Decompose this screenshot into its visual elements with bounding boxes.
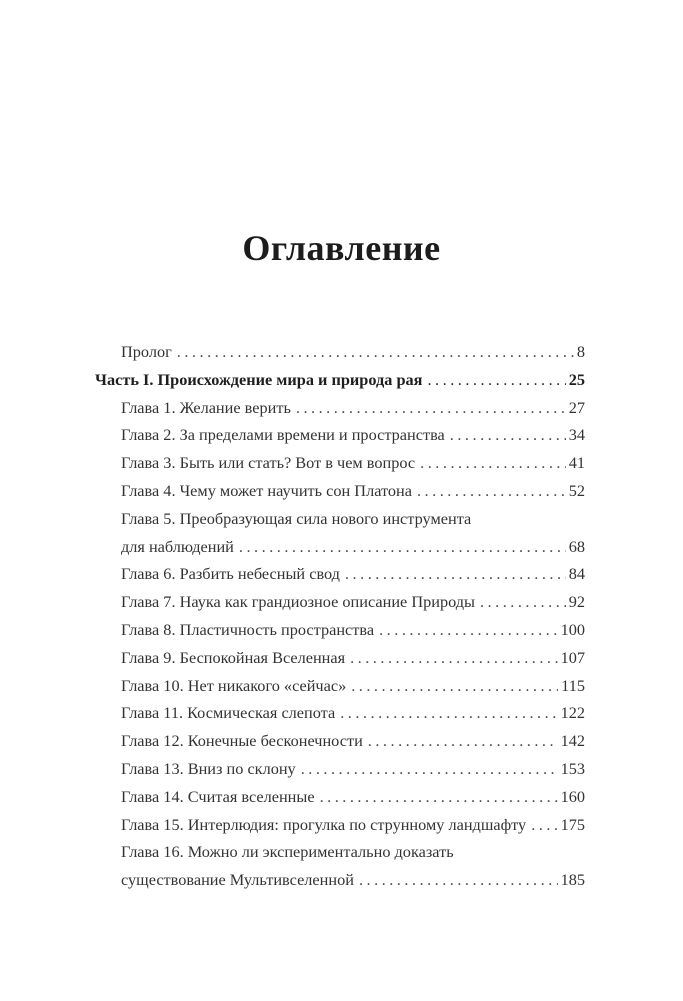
toc-list xyxy=(95,338,585,894)
toc-entry-main-line xyxy=(121,783,585,811)
toc-page-number: 8 xyxy=(576,342,585,361)
toc-entry-label: Глава 14. Считая вселенные xyxy=(121,786,315,806)
toc-entry-main-line xyxy=(121,560,585,588)
toc-entry-label: Глава 11. Космическая слепота xyxy=(121,703,336,723)
toc-entry-label: Глава 2. За пределами времени и пространства xyxy=(121,425,445,445)
dot-leader xyxy=(417,477,566,505)
page-title: Оглавление xyxy=(242,228,441,268)
toc-entry xyxy=(95,560,585,588)
toc-page-number: 34 xyxy=(568,425,585,445)
toc-entry xyxy=(95,838,585,894)
toc-entry-label: Глава 9. Беспокойная Вселенная xyxy=(121,647,346,667)
toc-entry xyxy=(95,421,585,449)
toc-entry-label: Глава 3. Быть или стать? Вот в чем вопрос xyxy=(121,453,416,473)
toc-entry xyxy=(95,505,585,561)
toc-entry xyxy=(95,477,585,505)
toc-entry-label: Глава 12. Конечные бесконечности xyxy=(121,731,363,751)
toc-page-number: 115 xyxy=(561,675,585,695)
dot-leader xyxy=(340,699,557,727)
toc-page-number: 185 xyxy=(560,870,585,890)
toc-entry-label: Глава 16. Можно ли экспериментально доказать xyxy=(121,842,454,862)
dot-leader xyxy=(379,616,557,644)
toc-page-number: 41 xyxy=(568,453,585,473)
toc-page-number: 92 xyxy=(568,592,585,612)
toc-entry-label: существование Мультивселенной xyxy=(121,870,354,890)
toc-entry xyxy=(95,727,585,755)
toc-entry xyxy=(95,366,585,394)
toc-entry-label: Глава 7. Наука как грандиозное описание Природы xyxy=(121,592,475,612)
toc-entry-main-line xyxy=(121,811,585,839)
toc-page-number: 100 xyxy=(560,619,585,639)
toc-entry-label: Глава 4. Чему может научить сон Платона xyxy=(121,480,412,500)
toc-entry-main-line xyxy=(121,755,585,783)
toc-entry-main-line xyxy=(95,366,585,394)
toc-entry-main-line xyxy=(121,866,585,894)
toc-page-number: 160 xyxy=(560,786,585,806)
toc-entry xyxy=(95,811,585,839)
toc-entry xyxy=(95,616,585,644)
toc-entry-main-line xyxy=(121,477,585,505)
dot-leader xyxy=(427,366,565,394)
toc-page-number: 84 xyxy=(568,564,585,584)
toc-entry-label: для наблюдений xyxy=(121,536,234,556)
toc-page-number: 25 xyxy=(568,369,585,389)
toc-entry-main-line xyxy=(121,616,585,644)
toc-entry-label: Глава 6. Разбить небесный свод xyxy=(121,564,340,584)
toc-entry-main-line xyxy=(121,588,585,616)
dot-leader xyxy=(345,560,566,588)
toc-entry-main-line xyxy=(121,644,585,672)
toc-page-number: 107 xyxy=(560,647,585,667)
toc-entry xyxy=(95,672,585,700)
dot-leader xyxy=(531,811,557,839)
toc-entry xyxy=(95,338,585,366)
toc-entry-main-line xyxy=(121,338,585,366)
toc-page-number: 153 xyxy=(560,758,585,778)
toc-entry-label: Глава 5. Преобразующая сила нового инструмента xyxy=(121,508,472,528)
dot-leader xyxy=(420,449,566,477)
toc-entry-main-line xyxy=(121,533,585,561)
toc-entry xyxy=(95,699,585,727)
toc-entry-label: Глава 8. Пластичность пространства xyxy=(121,619,375,639)
toc-entry-label: Глава 1. Желание верить xyxy=(121,397,291,417)
toc-entry xyxy=(95,644,585,672)
toc-entry-main-line xyxy=(121,672,585,700)
toc-page-number: 122 xyxy=(560,703,585,723)
dot-leader xyxy=(239,533,566,561)
toc-entry xyxy=(95,783,585,811)
toc-entry xyxy=(95,394,585,422)
toc-page-number: 27 xyxy=(568,397,585,417)
dot-leader xyxy=(296,394,566,422)
toc-entry-label: Пролог xyxy=(121,342,172,361)
dot-leader xyxy=(480,588,566,616)
toc-entry-wrap-line xyxy=(121,838,585,866)
dot-leader xyxy=(301,755,558,783)
toc-entry-label: Часть I. Происхождение мира и природа рая xyxy=(95,369,423,389)
dot-leader xyxy=(320,783,558,811)
toc-entry-main-line xyxy=(121,421,585,449)
toc-page-number: 175 xyxy=(560,814,585,834)
toc-entry-main-line xyxy=(121,699,585,727)
toc-entry xyxy=(95,588,585,616)
toc-entry-label: Глава 10. Нет никакого «сейчас» xyxy=(121,675,347,695)
toc-page-number: 52 xyxy=(568,480,585,500)
dot-leader xyxy=(351,672,558,700)
toc-entry xyxy=(95,755,585,783)
toc-entry-label: Глава 15. Интерлюдия: прогулка по струнному ландшафту xyxy=(121,814,527,834)
dot-leader xyxy=(368,727,558,755)
toc-page-number: 68 xyxy=(568,536,585,556)
dot-leader xyxy=(359,866,558,894)
toc-entry-main-line xyxy=(121,449,585,477)
dot-leader xyxy=(450,421,566,449)
dot-leader xyxy=(177,338,574,366)
dot-leader xyxy=(350,644,557,672)
toc-entry xyxy=(95,449,585,477)
toc-entry-wrap-line xyxy=(121,505,585,533)
toc-entry-main-line xyxy=(121,727,585,755)
toc-entry-label: Глава 13. Вниз по склону xyxy=(121,758,296,778)
toc-entry-main-line xyxy=(121,394,585,422)
toc-page-number: 142 xyxy=(560,731,585,751)
